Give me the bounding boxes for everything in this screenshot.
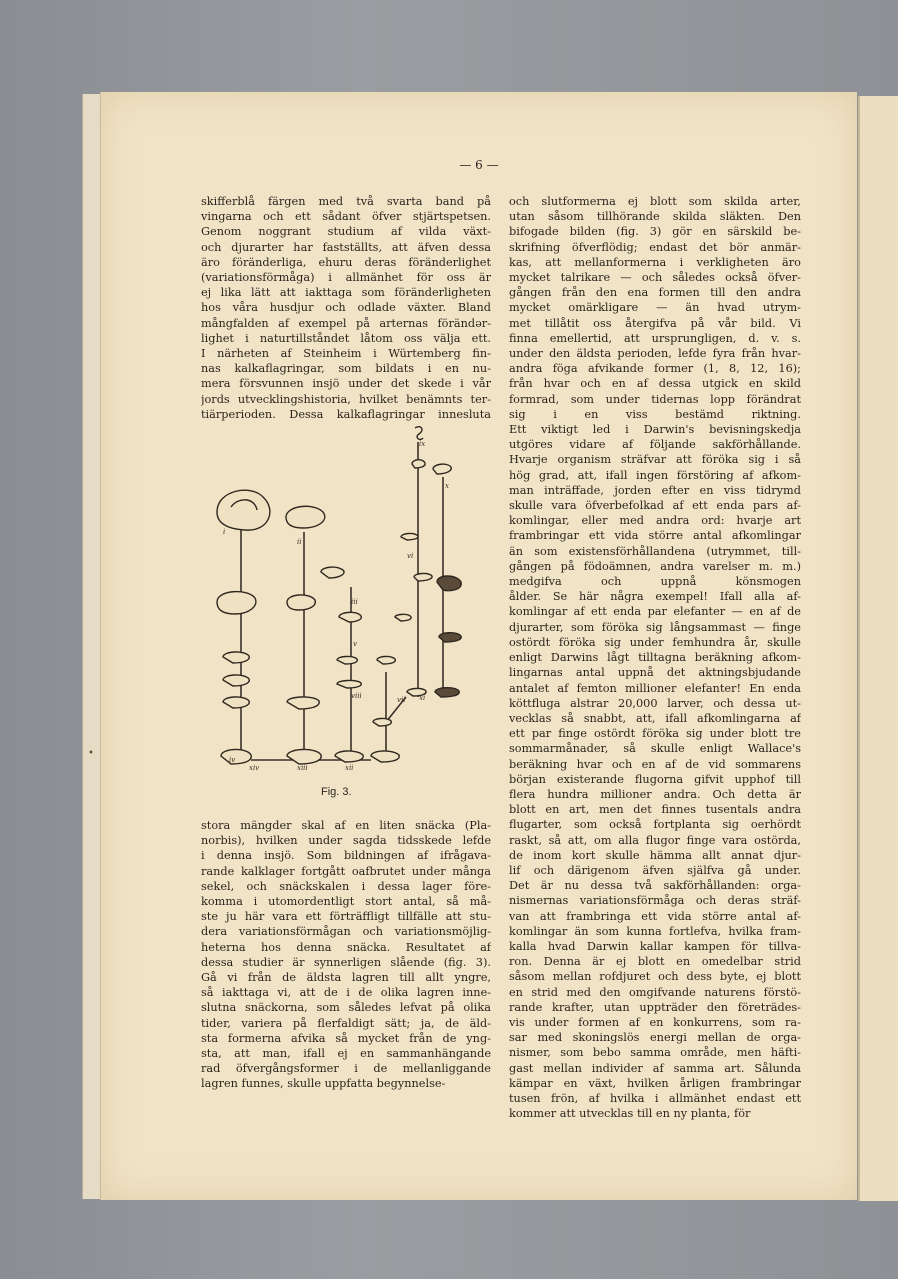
figure-label: xiii [297,764,308,772]
document-page [100,92,857,1200]
figure-label: xiv [249,764,260,772]
shell [337,680,361,688]
text-line: sekel, och snäckskalen i dessa lager före- [201,879,491,893]
text-line: heterna hos denna snäcka. Resultatet af [201,940,491,954]
shell [377,656,395,664]
text-line: dessa studier är synnerligen slående (fig. 3). [201,955,491,969]
figure-label: iii [351,598,358,606]
figure-label: x [445,482,449,490]
text-line: gången från den ena formen till den andra [509,286,801,300]
text-line: Det är nu dessa två sakförhållanden: orga- [509,879,801,893]
text-line: enligt Darwins lågt tilltagna beräkning afkom- [509,651,801,665]
text-line: lingarnas antal uppnå det aktningsbjudande [509,666,801,680]
text-line: sig i en viss bestämd riktning. [509,407,801,421]
figure-caption: Fig. 3. [321,786,352,798]
text-line: beräkning hvar och en af de vid sommarens [509,757,801,771]
figure-label: ix [419,440,426,448]
text-line: norbis), hvilken under sagda tidsskede lefde [201,834,491,848]
figure-label: ii [297,538,302,546]
text-line: under den äldsta perioden, lefde fyra från hvar- [509,347,801,361]
shell [412,460,425,468]
text-line: jords utvecklingshistoria, hvilket benämnts ter- [201,392,491,406]
text-line: met tillåtit oss återgifva på vår bild. Vi [509,316,801,330]
shell [321,567,344,578]
text-line: komlingar af ett enda par elefanter — en af de [509,605,801,619]
text-line: början existerande flugorna gifvit upphof till [509,772,801,786]
shell-dark [439,633,461,642]
text-line: (variationsförmåga) i allmänhet för oss är [201,271,491,285]
text-line: utan såsom tillhörande skilda släkten. Den [509,210,801,224]
shell-dark [435,688,459,697]
text-line: kas, att mellanformerna i verkligheten äro [509,255,801,269]
text-line: lif och därigenom äfven själfva gå under. [509,863,801,877]
shell [401,533,418,540]
text-line: stora mängder skal af en liten snäcka (Pla- [201,819,491,832]
text-line: ett par finge ostördt föröka sig under blott tre [509,727,801,741]
figure-label: v [353,640,357,648]
text-line: mångfalden af exempel på arternas förändər- [201,316,491,330]
text-line: van att frambringa ett vida större antal af- [509,909,801,923]
next-page-edge [858,96,898,1201]
text-line: sta formerna afvika så mycket från de yng- [201,1031,491,1045]
text-line: finna emellertid, att ursprungligen, d. v. s. [509,331,801,345]
shell [217,592,256,614]
shell [221,749,251,764]
shell-large [217,490,270,530]
text-line: en strid med den omgifvande naturens förstö- [509,985,801,999]
text-line: ålder. Se här några exempel! Ifall alla af- [509,590,801,604]
text-line: tusen frön, af hvilka i allmänhet endast ett [509,1091,801,1105]
shell [223,652,249,663]
text-line: Hvarje organism sträfvar att föröka sig i så [509,453,801,467]
text-line: mycket omärkligare — än hvad utrym- [509,301,801,315]
figure-label: i [223,528,226,536]
shell-dark [437,576,461,591]
figure-label: xii [345,764,354,772]
text-line: gast mellan individer af samma art. Sålunda [509,1061,801,1075]
text-line: skifferblå färgen med två svarta band på [201,195,491,208]
shell [371,751,399,762]
shell [373,718,391,726]
text-line: sar med skoningslös energi mellan de orga- [509,1031,801,1045]
text-line: antalet af femton millioner elefanter! En enda [509,681,801,695]
text-line: Ett viktigt led i Darwin's bevisningskedja [509,423,801,437]
text-line: utgöres vidare af följande sakförhållande. [509,438,801,452]
figure-label: vi [407,552,414,560]
text-line: vecklas så snabbt, att, ifall afkomlingarna af [509,711,801,725]
text-line: nas kalkaflagringar, som bildats i en nu- [201,362,491,376]
shell [433,464,451,474]
text-line: och djurarter har fastställts, att äfven dessa [201,240,491,254]
text-line: ron. Denna är ej blott en omedelbar strid [509,955,801,969]
margin-mark: • [88,748,94,759]
text-line: mera försvunnen insjö under det skede i vår [201,377,491,391]
shell [287,595,315,610]
text-line: komma i utomordentligt stort antal, så må- [201,895,491,909]
text-line: blott en art, men det finnes tusentals andra [509,803,801,817]
text-line: komlingar än som kunna fortlefva, hvilka fram- [509,924,801,938]
text-line: dera variationsförmågan och variationsmöjlig- [201,925,491,939]
text-line: skrifning öfverflödig; endast det bör anmär- [509,240,801,254]
text-line: lighet i naturtillståndet låtom oss välja ett. [201,331,491,345]
page-number: — 6 — [459,158,499,172]
text-line: mycket talrikare — och således också öfver- [509,271,801,285]
figure-label: iv [229,756,236,764]
text-line: formrad, som under tidernas lopp förändrat [509,392,801,406]
shell [223,697,249,708]
shell [414,573,432,581]
shell [286,506,325,528]
text-line: komlingar, eller med andra ord: hvarje art [509,514,801,528]
text-line: än som existensförhållandena (utrymmet, till- [509,544,801,558]
text-line: andra föga afvikande former (1, 8, 12, 16); [509,362,801,376]
text-line: slutna snäckorna, som således lefvat på olika [201,1001,491,1015]
text-line: rad öfvergångsformer i de mellanliggande [201,1062,491,1076]
text-line: hos våra husdjur och odlade växter. Bland [201,301,491,315]
shell-tip [415,427,423,440]
text-line: och slutformerna ej blott som skilda arter, [509,195,801,208]
text-line: i denna insjö. Som bildningen af ifrågava- [201,849,491,863]
text-line: vingarna och ett sådant öfver stjärtspetsen. [201,210,491,224]
text-line: hög grad, att, ifall ingen förstöring af afkom- [509,468,801,482]
shell [287,749,321,764]
text-line: ej lika lätt att iakttaga som föränderligheten [201,286,491,300]
text-line: nismer, som bebo samma område, men häfti- [509,1046,801,1060]
figure-label: viii [351,692,362,700]
text-line: lagren funnes, skulle uppfatta begynnelse- [201,1077,446,1091]
text-line: tider, variera på flerfaldigt sätt; ja, de äld- [201,1016,491,1030]
figure-label: xi [419,694,426,702]
right-column [509,194,801,1121]
text-line: så iakttaga vi, att de i de olika lagren inne- [201,986,491,1000]
text-line: köttfluga alstrar 20,000 larver, och dessa ut- [509,696,801,710]
text-line: såsom mellan rofdjuret och dess byte, ej blott [509,970,801,984]
text-line: flera hundra millioner andra. Och detta är [509,787,801,801]
shell [395,614,411,621]
snail-shell-diagram [211,422,471,787]
figure-label: vii [397,696,406,704]
text-line: kommer att utvecklas till en ny planta, för [509,1107,751,1121]
text-line: I närheten af Steinheim i Würtemberg fin- [201,347,491,361]
text-line: flugarter, som också fortplanta sig oerhördt [509,818,801,832]
text-line: Genom noggrant studium af vilda växt- [201,225,491,239]
shell [287,697,319,709]
text-line: medgifva och uppnå könsmogen [509,575,801,589]
text-line: tiärperioden. Dessa kalkaflagringar innesluta [201,407,491,421]
text-line: de inom kort skulle hämma allt annat djur- [509,848,801,862]
text-line: sta, att man, ifall ej en sammanhängande [201,1047,491,1061]
text-line: rande kalklager fortgått oafbrutet under många [201,864,491,878]
shell [339,612,361,622]
text-line: sommarmånader, så skulle enligt Wallace's [509,742,801,756]
text-line: kämpar en växt, hvilken årligen frambringar [509,1076,801,1090]
text-line: rande krafter, utan uppträder den företrädes- [509,1000,801,1014]
text-line: skulle vara öfverbefolkad af ett enda pars af- [509,499,801,513]
shell [223,675,249,686]
left-column-top [201,194,491,422]
text-line: äro föränderliga, ehuru deras föränderlighet [201,255,491,269]
text-line: raskt, så att, om alla flugor finge vara ostörda, [509,833,801,847]
text-line: gången på födoämnen, andra varelser m. m.) [509,559,801,573]
text-line: djurarter, som föröka sig långsammast — finge [509,620,801,634]
text-line: bifogade bilden (fig. 3) gör en särskild be- [509,225,801,239]
text-line: vis under formen af en konkurrens, som ra- [509,1015,801,1029]
text-line: man inträffade, jorden efter en viss tidrymd [509,483,801,497]
left-column-bottom [201,818,491,1092]
shell [337,656,357,664]
text-line: frambringar ett vida större antal afkomlingar [509,529,801,543]
text-line: Gå vi från de äldsta lagren till allt yngre, [201,971,491,985]
text-line: från hvar och en af dessa utgick en skild [509,377,801,391]
text-line: ste ju här vara ett förträffligt tillfälle att stu- [201,910,491,924]
text-line: nismernas variationsförmåga och deras sträf- [509,894,801,908]
text-line: ostördt föröka sig under femhundra år, skulle [509,635,801,649]
text-line: kalla hvad Darwin kallar kampen för tillva- [509,939,801,953]
